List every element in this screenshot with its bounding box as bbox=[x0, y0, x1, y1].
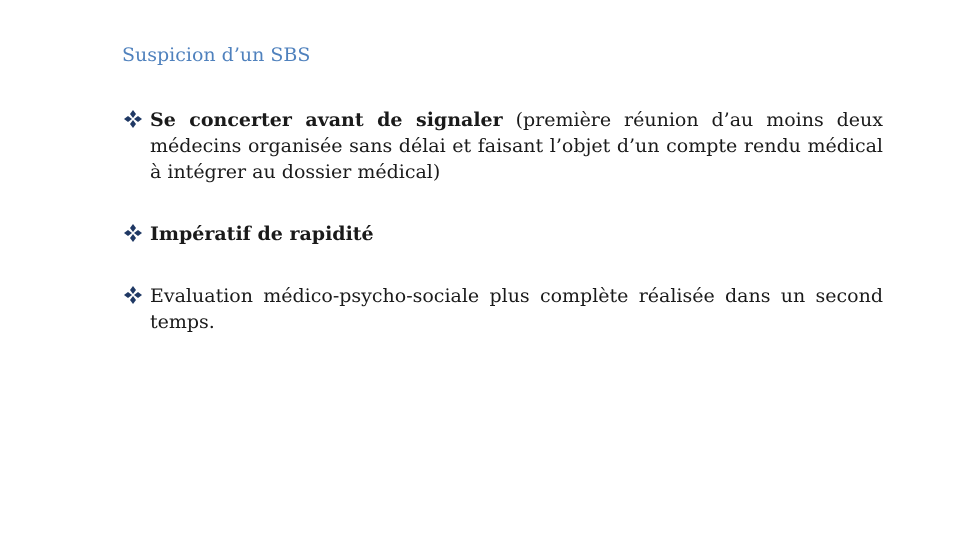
slide-title: Suspicion d’un SBS bbox=[122, 44, 311, 66]
bullet-text: (première réunion d’au moins deux médecins organisée sans délai et faisant l’objet d’un compte rendu médical à intégrer au dossier médical) bbox=[150, 109, 884, 183]
bullet-bold-text: Se concerter avant de signaler bbox=[150, 109, 503, 131]
bullet-bold-text: Impératif de rapidité bbox=[150, 223, 374, 245]
bullet-list bbox=[123, 107, 883, 335]
bullet-item bbox=[123, 221, 883, 247]
diamond-four-petal-icon bbox=[123, 285, 143, 305]
bullet-text: Evaluation médico-psycho-sociale plus complète réalisée dans un second temps. bbox=[150, 285, 883, 333]
bullet-item bbox=[123, 107, 883, 185]
diamond-four-petal-icon bbox=[123, 109, 143, 129]
bullet-item bbox=[123, 283, 883, 335]
diamond-four-petal-icon bbox=[123, 223, 143, 243]
